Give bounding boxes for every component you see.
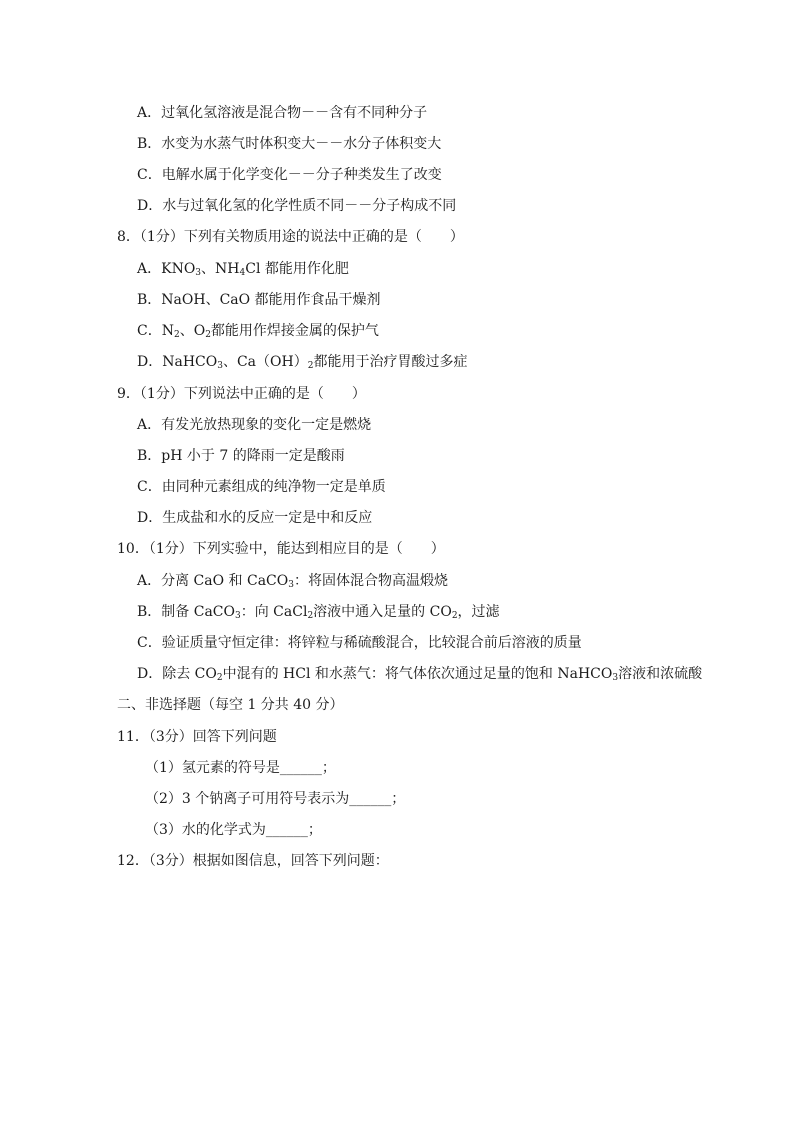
- q9-option-a: A．有发光放热现象的变化一定是燃烧: [137, 417, 372, 433]
- q11-sub1: （1）氢元素的符号是______；: [145, 760, 336, 776]
- q10-option-a: A．分离 CaO 和 CaCO$_3$：将固体混合物高温煅烧: [137, 573, 448, 590]
- q11-sub2: （2）3 个钠离子可用符号表示为______；: [145, 791, 406, 807]
- q7-option-c: C．电解水属于化学变化－－分子种类发生了改变: [137, 167, 442, 183]
- q9-option-c: C．由同种元素组成的纯净物一定是单质: [137, 479, 386, 495]
- section-heading: 二、非选择题（每空 1 分共 40 分）: [117, 697, 344, 713]
- q9-option-d: D．生成盐和水的反应一定是中和反应: [137, 510, 373, 526]
- q8-stem: 8．（1分）下列有关物质用途的说法中正确的是（ ）: [117, 229, 464, 245]
- q10-stem: 10．（1分）下列实验中，能达到相应目的是（ ）: [117, 541, 445, 557]
- q12-stem: 12．（3分）根据如图信息，回答下列问题：: [117, 853, 389, 869]
- q9-option-b: B．pH 小于 7 的降雨一定是酸雨: [137, 448, 345, 464]
- q7-option-b: B．水变为水蒸气时体积变大－－水分子体积变大: [137, 136, 442, 152]
- q9-stem: 9．（1分）下列说法中正确的是（ ）: [117, 386, 366, 402]
- q8-option-a: A．$KNO_3$、$NH_4Cl$ 都能用作化肥: [137, 261, 349, 278]
- q7-option-a: A．过氧化氢溶液是混合物－－含有不同种分子: [137, 105, 428, 121]
- q7-option-d: D．水与过氧化氢的化学性质不同－－分子构成不同: [137, 198, 457, 214]
- q8-option-c: C．$N_2$、$O_2$都能用作焊接金属的保护气: [137, 323, 379, 340]
- q11-sub3: （3）水的化学式为______；: [145, 822, 322, 838]
- q8-option-d: D．NaHCO$_3$、$Ca(OH)_2$都能用于治疗胃酸过多症: [137, 354, 468, 371]
- q8-option-b: B．NaOH、CaO 都能用作食品干燥剂: [137, 292, 381, 308]
- q10-option-d: D．除去 $CO_2$中混有的 HCl 和水蒸气：将气体依次通过足量的饱和 NaHCO$_3$溶液和浓硫酸: [137, 666, 703, 683]
- q11-stem: 11．（3分）回答下列问题: [117, 729, 277, 745]
- q10-option-b: B．制备 CaCO$_3$：向 CaCl$_2$溶液中通入足量的 $CO_2$，过滤: [137, 604, 500, 621]
- q10-option-c: C．验证质量守恒定律：将锌粒与稀硫酸混合，比较混合前后溶液的质量: [137, 635, 582, 651]
